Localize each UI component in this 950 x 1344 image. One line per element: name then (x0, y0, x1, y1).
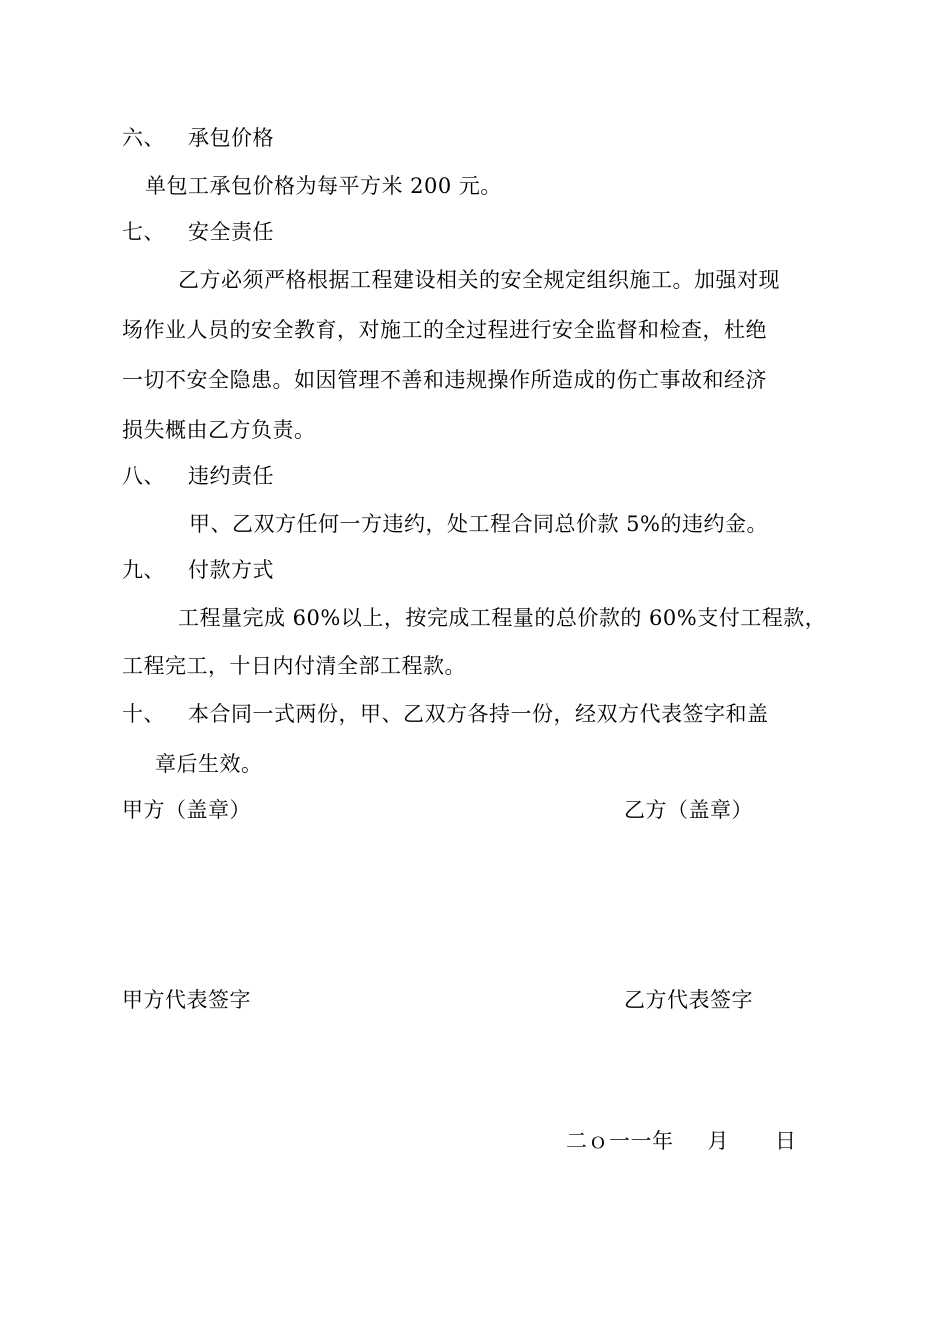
section-title: 承包价格 (188, 126, 274, 150)
section-text: 本合同一式两份，甲、乙双方各持一份，经双方代表签字和盖 (188, 702, 769, 726)
section-7-line-2: 场作业人员的安全教育，对施工的全过程进行安全监督和检查，杜绝 (122, 318, 767, 342)
section-number: 九、 (122, 558, 165, 582)
section-number: 六、 (122, 126, 165, 150)
date-day: 日 (775, 1129, 797, 1153)
section-9-heading (122, 556, 274, 584)
date-line (566, 1127, 797, 1155)
section-number: 八、 (122, 464, 165, 488)
section-6-heading (122, 124, 274, 152)
date-year: 二ｏ一一年 (566, 1129, 674, 1153)
party-a-rep-label: 甲方代表签字 (122, 988, 251, 1012)
date-month: 月 (707, 1129, 729, 1153)
section-7-heading (122, 218, 274, 246)
section-7-line-1: 乙方必须严格根据工程建设相关的安全规定组织施工。加强对现 (178, 268, 780, 292)
party-b-rep-label: 乙方代表签字 (624, 988, 753, 1012)
section-6-body: 单包工承包价格为每平方米 200 元。 (145, 174, 502, 198)
section-7-line-4: 损失概由乙方负责。 (122, 418, 316, 442)
party-a-seal-label: 甲方（盖章） (122, 798, 251, 822)
section-title: 违约责任 (188, 464, 274, 488)
section-10-line-1 (122, 700, 769, 728)
section-7-line-3: 一切不安全隐患。如因管理不善和违规操作所造成的伤亡事故和经济 (122, 368, 767, 392)
section-8-body: 甲、乙双方任何一方违约，处工程合同总价款 5%的违约金。 (189, 512, 768, 536)
section-9-line-2: 工程完工，十日内付清全部工程款。 (122, 654, 466, 678)
party-b-seal-label: 乙方（盖章） (624, 798, 753, 822)
section-title: 付款方式 (188, 558, 274, 582)
section-10-line-2: 章后生效。 (155, 752, 263, 776)
section-title: 安全责任 (188, 220, 274, 244)
section-8-heading (122, 462, 274, 490)
section-9-line-1: 工程量完成 60%以上，按完成工程量的总价款的 60%支付工程款， (178, 606, 827, 630)
section-number: 十、 (122, 702, 165, 726)
section-number: 七、 (122, 220, 165, 244)
